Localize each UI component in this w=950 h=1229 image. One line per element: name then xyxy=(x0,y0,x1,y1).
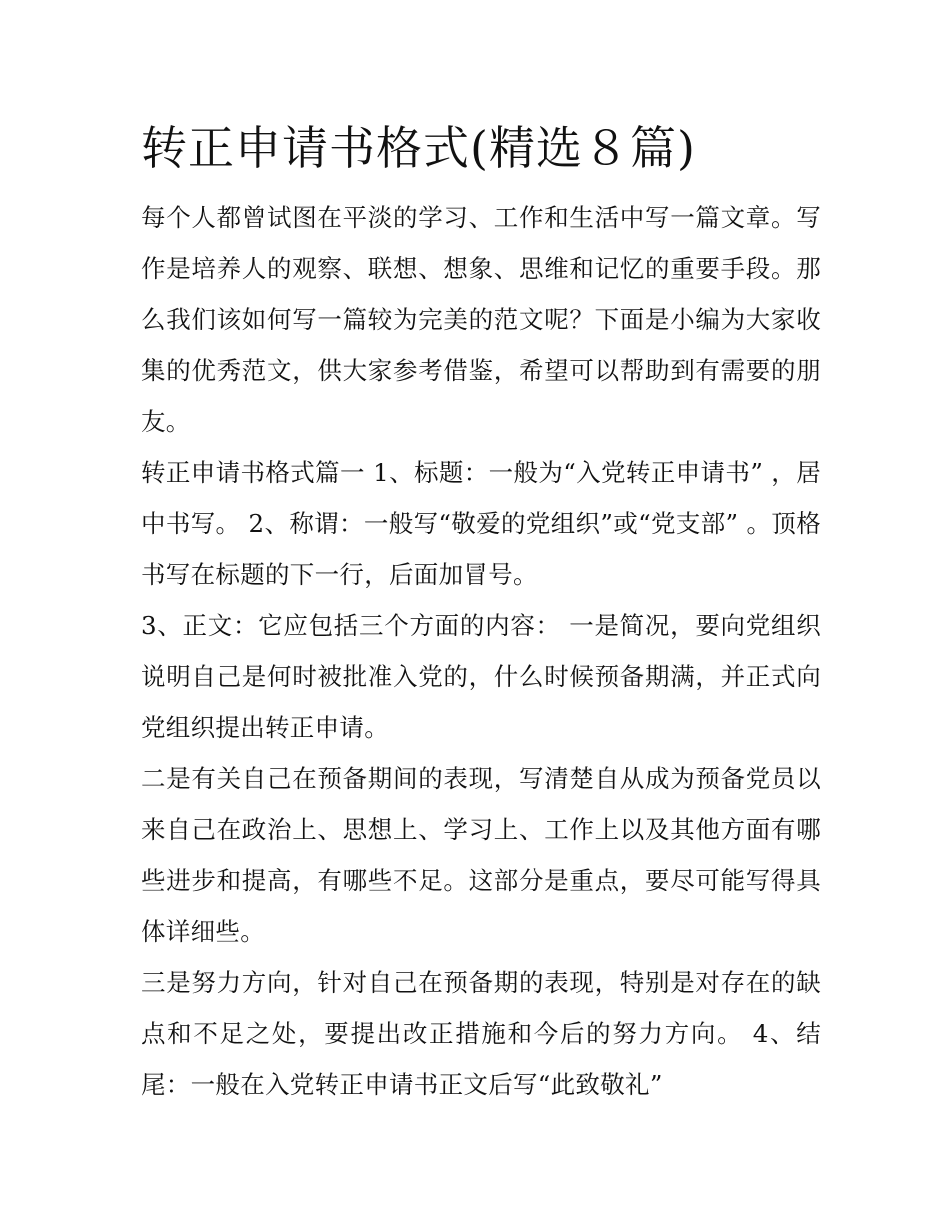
paragraph-body-overview: 3、正文：它应包括三个方面的内容： 一是简况，要向党组织说明自己是何时被批准入党的，什么时候预备期满，并正式向党组织提出转正申请。 xyxy=(141,611,821,742)
paragraph-direction-and-closing: 三是努力方向，针对自己在预备期的表现，特别是对存在的缺点和不足之处，要提出改正措施和今后的努力方向。 4、结尾：一般在入党转正申请书正文后写“此致敬礼” xyxy=(141,968,821,1099)
paragraph-intro: 每个人都曾试图在平淡的学习、工作和生活中写一篇文章。写作是培养人的观察、联想、想象、思维和记忆的重要手段。那么我们该如何写一篇较为完美的范文呢？下面是小编为大家收集的优秀范文，供大家参考借鉴，希望可以帮助到有需要的朋友。 xyxy=(141,203,821,436)
document-page xyxy=(141,112,821,1110)
document-title: 转正申请书格式(精选８篇) xyxy=(141,121,696,175)
paragraph-performance: 二是有关自己在预备期间的表现，写清楚自从成为预备党员以来自己在政治上、思想上、学习上、工作上以及其他方面有哪些进步和提高，有哪些不足。这部分是重点，要尽可能写得具体详细些。 xyxy=(141,764,821,946)
paragraph-title-and-salutation: 转正申请书格式篇一 1、标题：一般为“入党转正申请书” ，居中书写。 2、称谓：一般写“敬爱的党组织”或“党支部” 。顶格书写在标题的下一行，后面加冒号。 xyxy=(141,458,821,589)
